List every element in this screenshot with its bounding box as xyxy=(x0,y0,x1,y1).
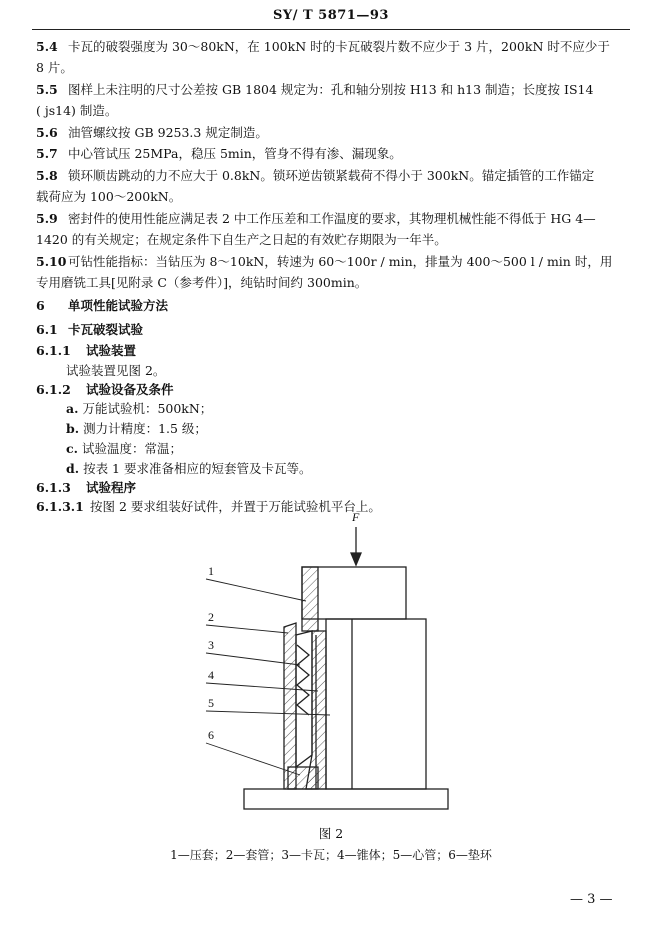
callout-1: 1 xyxy=(208,564,214,578)
page-number: — 3 — xyxy=(570,892,613,907)
list-text: 按表 1 要求准备相应的短套管及卡瓦等。 xyxy=(83,461,312,476)
clause-number: 5.6 xyxy=(36,125,58,140)
header-rule xyxy=(32,29,630,30)
list-item xyxy=(66,460,311,478)
callout-3: 3 xyxy=(208,638,214,652)
callout-6: 6 xyxy=(208,728,214,742)
list-item xyxy=(66,400,212,418)
callout-2: 2 xyxy=(208,610,214,624)
section-number: 6 xyxy=(36,298,45,313)
clause-5-5-cont: ( js14) 制造。 xyxy=(36,103,118,118)
section-number: 6.1.2 xyxy=(36,382,71,397)
document-header-code: SY/ T 5871—93 xyxy=(273,8,389,23)
section-6-1-heading xyxy=(36,321,143,339)
section-title: 单项性能试验方法 xyxy=(68,298,169,313)
force-label: F xyxy=(352,510,360,524)
list-marker: d. xyxy=(66,461,80,476)
clause-text: 图样上未注明的尺寸公差按 GB 1804 规定为：孔和轴分别按 H13 和 h13 制造；长度按 IS14 xyxy=(68,82,594,97)
leader-4 xyxy=(206,683,318,691)
clause-5-8 xyxy=(36,167,594,185)
press-sleeve-wall xyxy=(302,567,318,631)
clause-number: 5.5 xyxy=(36,82,58,97)
section-title: 试验设备及条件 xyxy=(86,382,174,397)
leader-1 xyxy=(206,579,306,601)
clause-number: 5.4 xyxy=(36,39,58,54)
clause-5-10 xyxy=(36,253,612,271)
clause-text: 卡瓦的破裂强度为 30～80kN，在 100kN 时的卡瓦破裂片数不应少于 3 片，200kN 时不应少于 xyxy=(68,39,610,54)
clause-text: 可钻性能指标：当钻压为 8～10kN，转速为 60～100r / min，排量为 400～500 l / min 时，用 xyxy=(68,254,613,269)
callout-5: 5 xyxy=(208,696,214,710)
section-title: 卡瓦破裂试验 xyxy=(68,322,144,337)
section-6-1-1-body: 试验装置见图 2。 xyxy=(66,363,166,378)
clause-number: 5.8 xyxy=(36,168,58,183)
clause-5-7 xyxy=(36,145,402,163)
section-title: 试验程序 xyxy=(86,480,137,495)
section-number: 6.1.3 xyxy=(36,480,71,495)
list-text: 万能试验机：500kN； xyxy=(82,401,213,416)
section-6-heading xyxy=(36,297,168,315)
list-marker: a. xyxy=(66,401,79,416)
test-platform xyxy=(244,789,448,809)
mandrel-body xyxy=(326,619,426,789)
clause-number: 5.9 xyxy=(36,211,58,226)
list-marker: b. xyxy=(66,421,80,436)
clause-5-9 xyxy=(36,210,596,228)
clause-5-10-cont: 专用磨铣工具[见附录 C（参考件）]，纯钻时间约 300min。 xyxy=(36,275,368,290)
figure-2-diagram xyxy=(0,505,662,825)
clause-number: 5.10 xyxy=(36,254,67,269)
clause-5-6 xyxy=(36,124,268,142)
section-title: 试验装置 xyxy=(86,343,137,358)
clause-5-4-cont: 8 片。 xyxy=(36,60,73,75)
list-marker: c. xyxy=(66,441,78,456)
section-6-1-3-heading xyxy=(36,479,136,497)
clause-5-8-cont: 载荷应为 100～200kN。 xyxy=(36,189,182,204)
clause-text: 密封件的使用性能应满足表 2 中工作压差和工作温度的要求，其物理机械性能不得低于 HG 4— xyxy=(68,211,596,226)
clause-5-5 xyxy=(36,81,593,99)
section-6-1-1-heading xyxy=(36,342,136,360)
clause-5-9-cont: 1420 的有关规定；在规定条件下自生产之日起的有效贮存期限为一年半。 xyxy=(36,232,447,247)
force-arrowhead xyxy=(351,553,361,565)
slip-teeth xyxy=(297,645,309,715)
list-item xyxy=(66,420,207,438)
clause-number: 5.7 xyxy=(36,146,58,161)
callout-4: 4 xyxy=(208,668,214,682)
list-text: 测力计精度：1.5 级； xyxy=(83,421,207,436)
clause-text: 中心管试压 25MPa，稳压 5min，管身不得有渗、漏现象。 xyxy=(68,146,402,161)
figure-legend: 1—压套；2—套管；3—卡瓦；4—锥体；5—心管；6—垫环 xyxy=(170,848,492,862)
list-item xyxy=(66,440,182,458)
casing-wall xyxy=(284,623,296,789)
clause-text: 油管螺纹按 GB 9253.3 规定制造。 xyxy=(68,125,268,140)
clause-5-4 xyxy=(36,38,610,56)
backing-ring xyxy=(288,767,318,789)
clause-number: 6.1.3.1 xyxy=(36,499,84,514)
list-text: 试验温度：常温； xyxy=(81,441,182,456)
figure-caption: 图 2 xyxy=(318,826,344,841)
section-number: 6.1 xyxy=(36,322,58,337)
section-6-1-2-heading xyxy=(36,381,174,399)
leader-2 xyxy=(206,625,288,633)
clause-text: 锁环顺齿跳动的力不应大于 0.8kN。锁环逆齿锁紧载荷不得小于 300kN。锚定插管的工作锚定 xyxy=(68,168,595,183)
clause-text: 按图 2 要求组装好试件，并置于万能试验机平台上。 xyxy=(90,499,381,514)
section-number: 6.1.1 xyxy=(36,343,71,358)
